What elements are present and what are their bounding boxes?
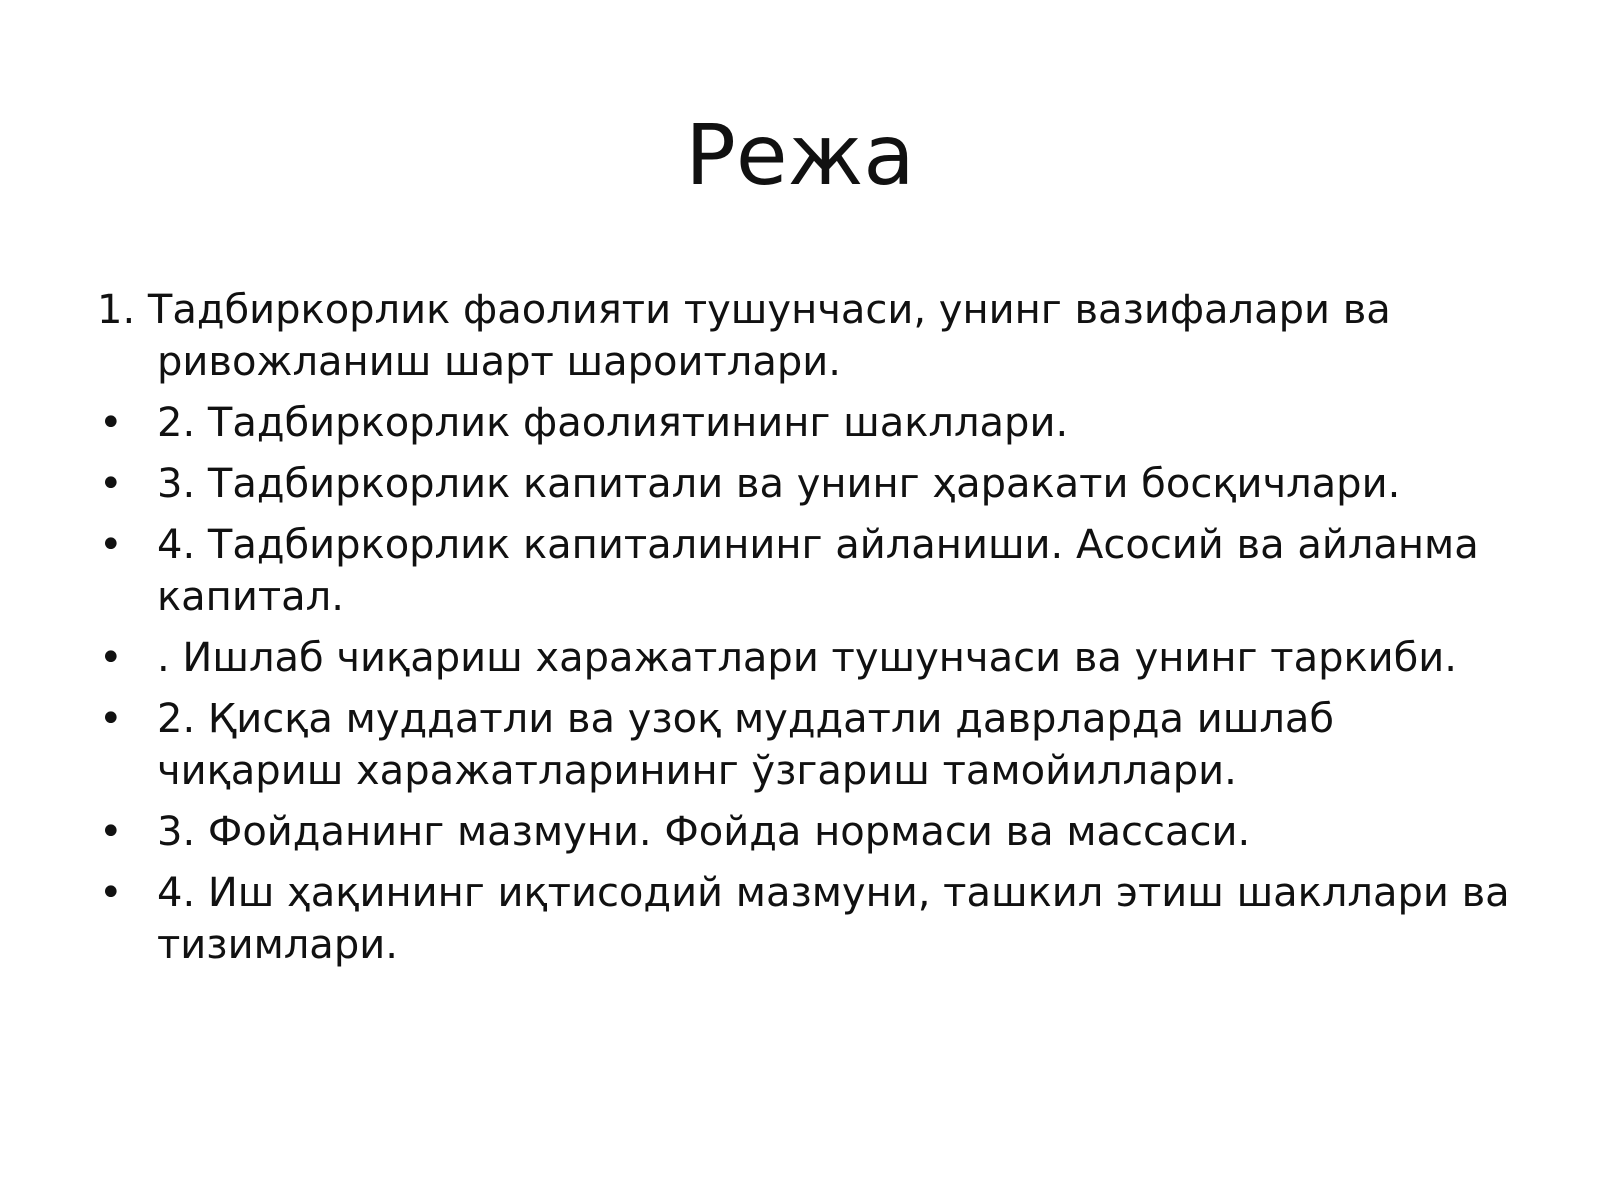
bullet-icon: •	[99, 400, 123, 446]
list-item	[97, 458, 1527, 510]
bullet-icon: •	[99, 522, 123, 568]
list-item-text: . Ишлаб чиқариш харажатлари тушунчаси ва унинг таркиби.	[157, 635, 1458, 681]
list-item-text: 2. Тадбиркорлик фаолиятининг шакллари.	[157, 400, 1069, 446]
list-item-text: 3. Фойданинг мазмуни. Фойда нормаси ва массаси.	[157, 809, 1251, 855]
bullet-icon: •	[99, 461, 123, 507]
plan-list	[97, 284, 1527, 980]
bullet-icon: •	[99, 696, 123, 742]
list-item	[97, 867, 1527, 971]
bullet-icon: •	[99, 870, 123, 916]
list-item-first: 1. Тадбиркорлик фаолияти тушунчаси, унинг вазифалари ва ривожланиш шарт шароитлари.	[97, 287, 1391, 385]
list-item-text: 2. Қисқа муддатли ва узоқ муддатли даврларда ишлаб чиқариш харажатларининг ўзгариш тамойиллари.	[157, 696, 1335, 794]
list-item-text: 3. Тадбиркорлик капитали ва унинг ҳаракати босқичлари.	[157, 461, 1401, 507]
list-item	[97, 632, 1527, 684]
list-item	[97, 397, 1527, 449]
bullet-icon: •	[99, 809, 123, 855]
list-item	[97, 693, 1527, 797]
list-item	[97, 806, 1527, 858]
bullet-icon: •	[99, 635, 123, 681]
list-item-text: 4. Иш ҳақининг иқтисодий мазмуни, ташкил этиш шакллари ва тизимлари.	[157, 870, 1510, 968]
list-item	[97, 519, 1527, 623]
slide-title: Режа	[685, 106, 915, 204]
list-item-text: 4. Тадбиркорлик капиталининг айланиши. Асосий ва айланма капитал.	[157, 522, 1479, 620]
